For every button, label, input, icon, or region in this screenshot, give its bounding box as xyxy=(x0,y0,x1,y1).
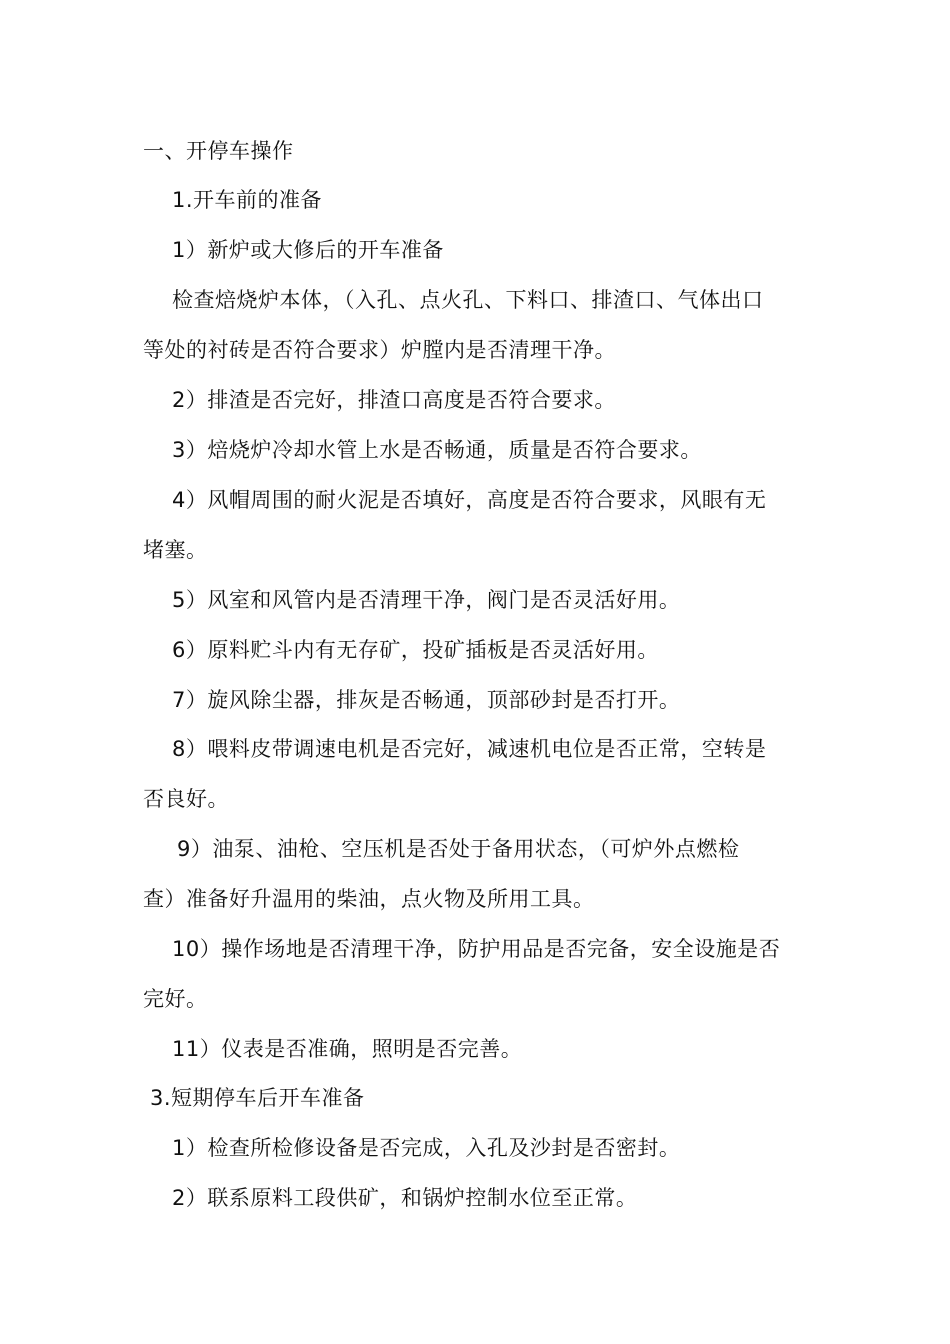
list-item: 2）联系原料工段供矿，和锅炉控制水位至正常。 xyxy=(172,1186,638,1210)
list-item: 1）检查所检修设备是否完成，入孔及沙封是否密封。 xyxy=(172,1136,681,1160)
list-item: 5）风室和风管内是否清理干净，阀门是否灵活好用。 xyxy=(172,588,681,612)
list-item-continuation: 否良好。 xyxy=(143,787,229,811)
paragraph-line: 等处的衬砖是否符合要求）炉膛内是否清理干净。 xyxy=(143,338,616,362)
list-item: 8）喂料皮带调速电机是否完好，减速机电位是否正常，空转是 xyxy=(172,737,767,761)
list-item: 6）原料贮斗内有无存矿，投矿插板是否灵活好用。 xyxy=(172,638,659,662)
section-heading: 一、开停车操作 xyxy=(143,139,294,163)
list-item: 11）仪表是否准确，照明是否完善。 xyxy=(172,1037,523,1061)
list-item-continuation: 查）准备好升温用的柴油，点火物及所用工具。 xyxy=(143,887,595,911)
list-item: 10）操作场地是否清理干净，防护用品是否完备，安全设施是否 xyxy=(172,937,781,961)
paragraph-line: 检查焙烧炉本体，（入孔、点火孔、下料口、排渣口、气体出口 xyxy=(172,288,764,312)
list-item: 4）风帽周围的耐火泥是否填好，高度是否符合要求，风眼有无 xyxy=(172,488,767,512)
list-item: 7）旋风除尘器，排灰是否畅通，顶部砂封是否打开。 xyxy=(172,688,681,712)
list-item: 3）焙烧炉冷却水管上水是否畅通，质量是否符合要求。 xyxy=(172,438,702,462)
subsection-heading: 1.开车前的准备 xyxy=(172,188,323,212)
list-item: 2）排渣是否完好，排渣口高度是否符合要求。 xyxy=(172,388,616,412)
list-item-continuation: 堵塞。 xyxy=(143,538,208,562)
list-item-continuation: 完好。 xyxy=(143,987,208,1011)
list-item: 1）新炉或大修后的开车准备 xyxy=(172,238,444,262)
subsection-heading: 3.短期停车后开车准备 xyxy=(150,1086,365,1110)
list-item: 9）油泵、油枪、空压机是否处于备用状态，（可炉外点燃检 xyxy=(177,837,740,861)
